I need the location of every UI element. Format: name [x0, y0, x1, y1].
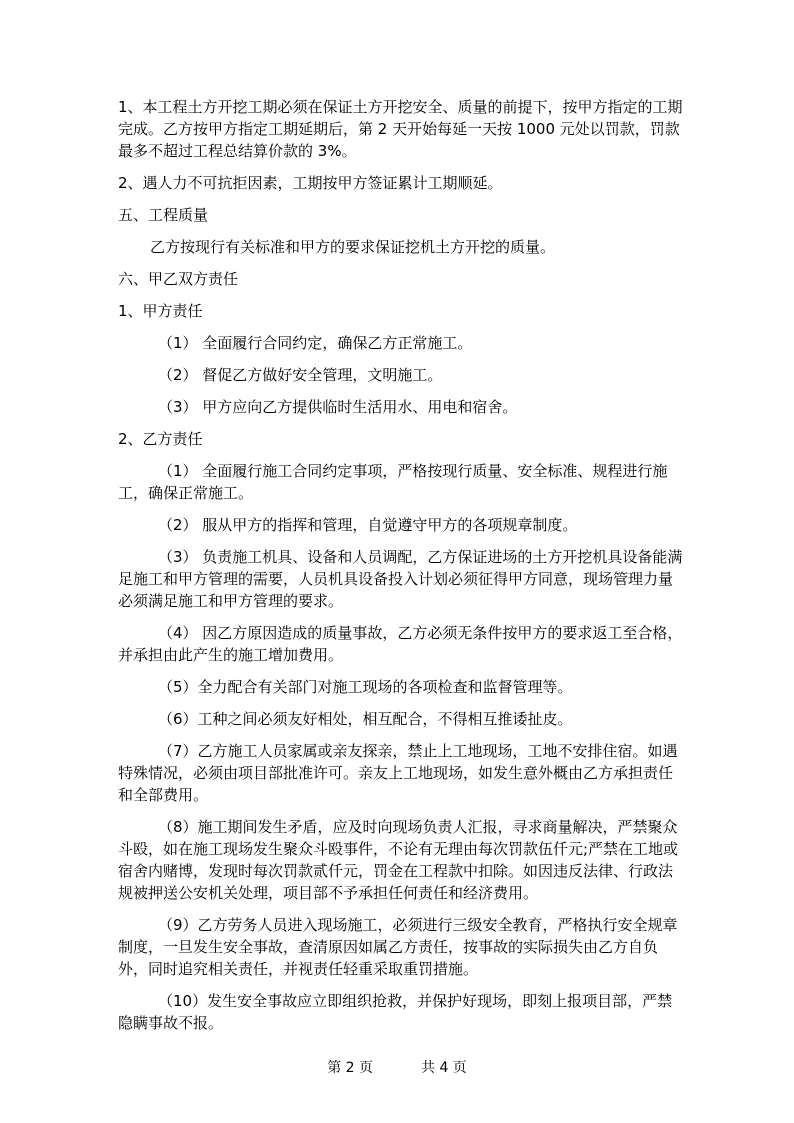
- party-b-item-8: （8）施工期间发生矛盾，应及时向现场负责人汇报，寻求商量解决，严禁聚众斗殴，如在施工现场发生聚众斗殴事件，不论有无理由每次罚款伍仟元;严禁在工地或宿舍内赌博，发现时每次罚款贰仟元，罚金在工程款中扣除。如因违反法律、行政法规被押送公安机关处理，项目部不予承担任何责任和经济费用。: [118, 818, 679, 902]
- party-b-item-1: （1） 全面履行施工合同约定事项，严格按现行质量、安全标准、规程进行施工，确保正常施工。: [118, 462, 668, 502]
- party-b-item-9: （9）乙方劳务人员进入现场施工，必须进行三级安全教育，严格执行安全规章制度，一旦发生安全事故，查清原因如属乙方责任，按事故的实际损失由乙方自负外，同时追究相关责任，并视责任轻重采取重罚措施。: [118, 916, 678, 978]
- paragraph-duration-clause-1: 1、本工程土方开挖工期必须在保证土方开挖安全、质量的前提下，按甲方指定的工期完成。乙方按甲方指定工期延期后，第 2 天开始每延一天按 1000 元处以罚款，罚款最多不超过工程总结算价款的 3%。: [118, 98, 683, 160]
- paragraph-quality-body: 乙方按现行有关标准和甲方的要求保证挖机土方开挖的质量。: [150, 238, 556, 256]
- subheading-party-a: 1、甲方责任: [118, 302, 203, 320]
- party-b-item-4: （4） 因乙方原因造成的质量事故，乙方必须无条件按甲方的要求返工至合格，并承担由此产生的施工增加费用。: [118, 624, 683, 664]
- party-b-item-6: （6）工种之间必须友好相处，相互配合，不得相互推诿扯皮。: [158, 710, 573, 728]
- party-b-item-3: （3） 负责施工机具、设备和人员调配，乙方保证进场的土方开挖机具设备能满足施工和甲方管理的需要，人员机具设备投入计划必须征得甲方同意，现场管理力量必须满足施工和甲方管理的要求。: [118, 548, 683, 610]
- subheading-party-b: 2、乙方责任: [118, 430, 203, 448]
- party-b-item-5: （5）全力配合有关部门对施工现场的各项检查和监督管理等。: [158, 678, 573, 696]
- page-total: 共 4 页: [421, 1060, 467, 1076]
- party-a-item-1: （1） 全面履行合同约定，确保乙方正常施工。: [158, 334, 473, 352]
- party-b-item-7: （7）乙方施工人员家属或亲友探亲，禁止上工地现场，工地不安排住宿。如遇特殊情况，必须由项目部批准许可。亲友上工地现场，如发生意外概由乙方承担责任和全部费用。: [118, 742, 678, 804]
- page-number: 第 2 页: [327, 1060, 373, 1076]
- section-heading-responsibilities: 六、甲乙双方责任: [118, 270, 239, 288]
- paragraph-duration-clause-2: 2、遇人力不可抗拒因素，工期按甲方签证累计工期顺延。: [118, 174, 503, 192]
- document-body: [118, 96, 683, 1034]
- party-b-item-10: （10）发生安全事故应立即组织抢救，并保护好现场，即刻上报项目部，严禁隐瞒事故不报。: [118, 992, 673, 1032]
- party-a-item-2: （2） 督促乙方做好安全管理，文明施工。: [158, 366, 443, 384]
- page-footer: [0, 1058, 794, 1078]
- section-heading-quality: 五、工程质量: [118, 206, 209, 224]
- party-a-item-3: （3） 甲方应向乙方提供临时生活用水、用电和宿舍。: [158, 398, 518, 416]
- party-b-item-2: （2） 服从甲方的指挥和管理，自觉遵守甲方的各项规章制度。: [158, 516, 578, 534]
